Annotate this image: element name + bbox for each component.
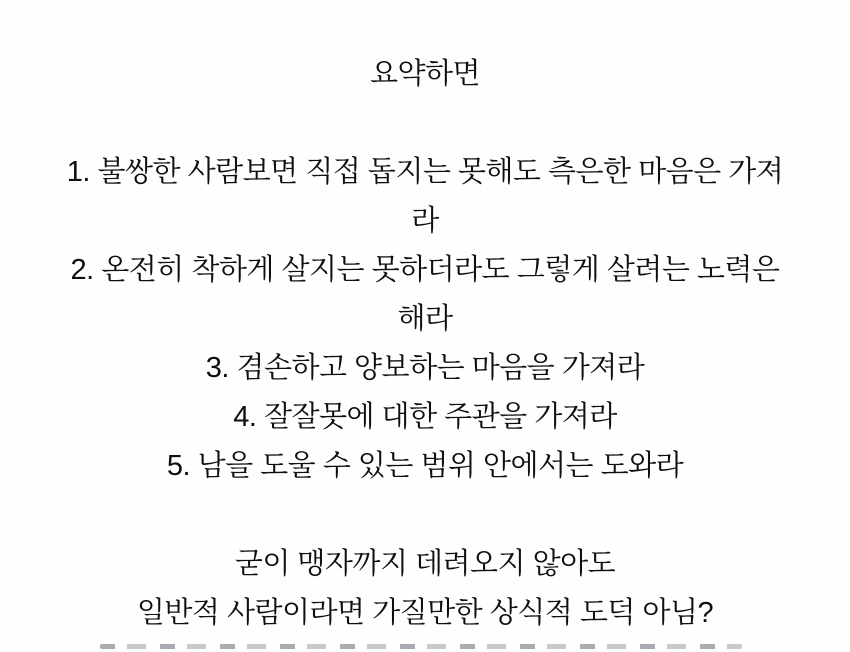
cutoff-next-line-top-edge	[100, 644, 742, 649]
blank-line	[0, 99, 850, 148]
page-title: 요약하면	[369, 58, 481, 90]
list-item-3: 3. 겸손하고 양보하는 마음을 가져라	[205, 352, 645, 384]
list-item-2-line-2: 해라	[397, 303, 453, 335]
footer-line-2: 일반적 사람이라면 가질만한 상식적 도덕 아님?	[136, 597, 714, 629]
list-item-4: 4. 잘잘못에 대한 주관을 가져라	[233, 401, 617, 433]
list-item-1-line-2: 라	[411, 205, 439, 237]
list-item-1-line-1: 1. 불쌍한 사람보면 직접 돕지는 못해도 측은한 마음은 가져	[66, 156, 784, 188]
blank-line	[0, 491, 850, 540]
list-item-5: 5. 남을 도울 수 있는 범위 안에서는 도와라	[166, 450, 684, 482]
footer-line-1: 굳이 맹자까지 데려오지 않아도	[234, 548, 616, 580]
list-item-2-line-1: 2. 온전히 착하게 살지는 못하더라도 그렇게 살려는 노력은	[70, 254, 780, 286]
